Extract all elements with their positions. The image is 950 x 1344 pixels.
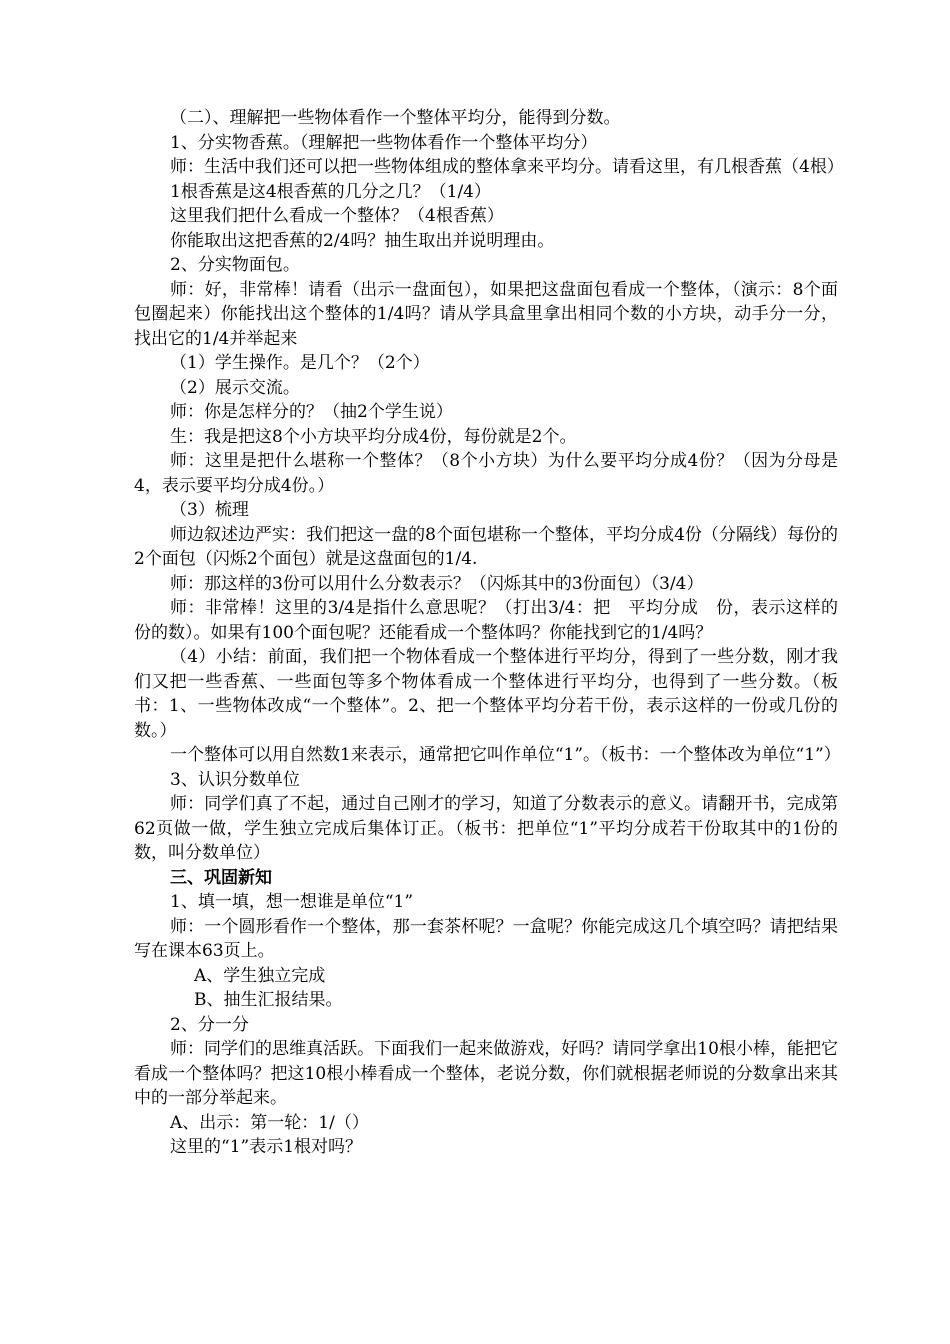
paragraph: 师：这里是把什么堪称一个整体？（8个小方块）为什么要平均分成4份？（因为分母是4，表示要平均分成4份。） bbox=[134, 451, 838, 496]
paragraph: 师：同学们真了不起，通过自己刚才的学习，知道了分数表示的意义。请翻开书，完成第62页做一做，学生独立完成后集体订正。（板书：把单位“1”平均分成若干份取其中的1份的数，叫分数单位） bbox=[134, 794, 838, 863]
paragraph: 这里我们把什么看成一个整体？（4根香蕉） bbox=[170, 206, 504, 226]
paragraph: 师边叙述边严实：我们把这一盘的8个面包堪称一个整体，平均分成4份（分隔线）每份的2个面包（闪烁2个面包）就是这盘面包的1/4. bbox=[134, 524, 838, 569]
paragraph: 这里的“1”表示1根对吗？ bbox=[170, 1137, 363, 1157]
paragraph: （3）梳理 bbox=[170, 500, 249, 520]
paragraph: 师：非常棒！这里的3/4是指什么意思呢？（打出3/4：把 平均分成 份，表示这样的 份的数）。如果有100个面包呢？还能看成一个整体吗？你能找到它的1/4吗？ bbox=[134, 598, 855, 643]
paragraph: 生：我是把这8个小方块平均分成4份，每份就是2个。 bbox=[170, 426, 577, 447]
paragraph: 1根香蕉是这4根香蕉的几分之几？（1/4） bbox=[170, 181, 491, 202]
paragraph: 师：一个圆形看作一个整体，那一套茶杯呢？一盒呢？你能完成这几个填空吗？请把结果写在课本63页上。 bbox=[134, 916, 838, 961]
paragraph: 三、巩固新知 bbox=[170, 867, 272, 888]
paragraph: 3、认识分数单位 bbox=[170, 769, 300, 790]
paragraph: （1）学生操作。是几个？（2个） bbox=[170, 353, 430, 373]
paragraph: 一个整体可以用自然数1来表示，通常把它叫作单位“1”。（板书：一个整体改为单位“1”） bbox=[170, 745, 841, 765]
paragraph: 师：同学们的思维真活跃。下面我们一起来做游戏，好吗？请同学拿出10根小棒，能把它看成一个整体吗？把这10根小棒看成一个整体，老说分数，你们就根据老师说的分数拿出来其中的一部分举起来。 bbox=[134, 1039, 838, 1108]
paragraph: 你能取出这把香蕉的2/4吗？抽生取出并说明理由。 bbox=[170, 230, 555, 251]
paragraph: 1、填一填，想一想谁是单位“1” bbox=[170, 892, 414, 912]
paragraph: 2、分一分 bbox=[170, 1014, 249, 1035]
paragraph: A、出示：第一轮：1/（） bbox=[170, 1112, 369, 1133]
paragraph: 2、分实物面包。 bbox=[170, 255, 300, 275]
document-page bbox=[134, 106, 855, 1160]
paragraph: 1、分实物香蕉。（理解把一些物体看作一个整体平均分） bbox=[170, 132, 598, 153]
paragraph: A、学生独立完成 bbox=[194, 965, 326, 986]
paragraph: （二）、理解把一些物体看作一个整体平均分，能得到分数。 bbox=[170, 108, 621, 128]
paragraph: B、抽生汇报结果。 bbox=[194, 990, 343, 1010]
paragraph: 师：好，非常棒！请看（出示一盘面包），如果把这盘面包看成一个整体，（演示：8个面包圈起来）你能找出这个整体的1/4吗？请从学具盒里拿出相同个数的小方块，动手分一分，找出它的1/4并举起来 bbox=[134, 279, 838, 349]
paragraph: 师：生活中我们还可以把一些物体组成的整体拿来平均分。请看这里，有几根香蕉（4根） bbox=[170, 157, 844, 177]
paragraph: 师：那这样的3份可以用什么分数表示？（闪烁其中的3份面包）（3/4） bbox=[170, 573, 704, 594]
paragraph: （4）小结：前面，我们把一个物体看成一个整体进行平均分，得到了一些分数，刚才我们又把一些香蕉、一些面包等多个物体看成一个整体进行平均分，也得到了一些分数。（板书：1、一些物体改成“一个整体”。2、把一个整体平均分若干份，表示这样的一份或几份的数。） bbox=[134, 647, 838, 741]
paragraph: （2）展示交流。 bbox=[170, 377, 300, 398]
paragraph: 师：你是怎样分的？（抽2个学生说） bbox=[170, 402, 453, 422]
